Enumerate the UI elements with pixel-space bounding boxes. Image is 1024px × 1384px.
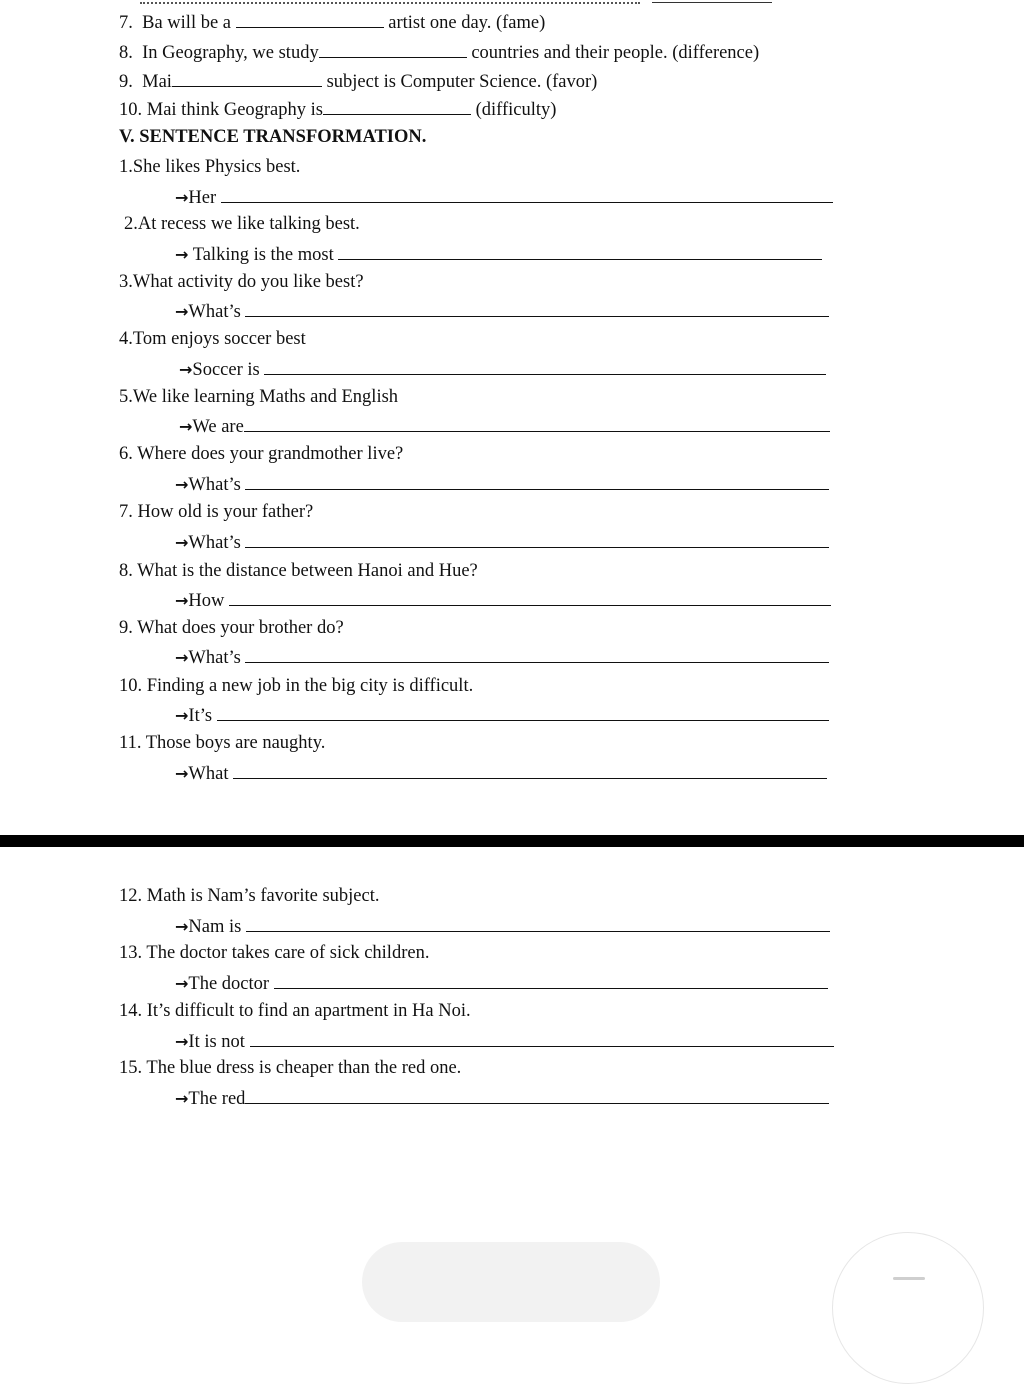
answer-blank[interactable]: [246, 914, 830, 932]
transformation-prompt: 15. The blue dress is cheaper than the red one.: [119, 1058, 462, 1078]
arrow-icon: →: [175, 475, 189, 494]
answer-blank[interactable]: [338, 242, 822, 260]
answer-blank[interactable]: [217, 703, 829, 721]
transformation-prompt: 2.At recess we like talking best.: [124, 214, 360, 234]
transformation-prompt: 6. Where does your grandmother live?: [119, 444, 404, 464]
arrow-icon: →: [175, 302, 189, 321]
transformation-prompt: 3.What activity do you like best?: [119, 272, 364, 292]
transformation-answer: [179, 357, 826, 381]
transformation-prompt: 4.Tom enjoys soccer best: [119, 329, 306, 349]
answer-blank[interactable]: [264, 357, 826, 375]
item-text-after: countries and their people. (difference): [471, 43, 760, 63]
answer-start: How: [188, 591, 225, 611]
answer-blank[interactable]: [319, 40, 467, 58]
answer-blank[interactable]: [245, 1086, 829, 1104]
transformation-prompt: 14. It’s difficult to find an apartment in Ha Noi.: [119, 1001, 471, 1021]
arrow-icon: →: [175, 1089, 189, 1108]
transformation-prompt: 7. How old is your father?: [119, 502, 314, 522]
answer-start: It’s: [188, 706, 213, 726]
word-form-item-8: [119, 40, 759, 64]
floating-round-button[interactable]: [832, 1232, 984, 1384]
arrow-icon: →: [175, 1032, 189, 1051]
transformation-answer: [175, 971, 828, 995]
word-form-item-10: [119, 97, 556, 121]
page-divider: [0, 835, 1024, 847]
arrow-icon: →: [175, 245, 189, 264]
transformation-answer: [175, 914, 830, 938]
item-text-before: Mai think Geography is: [146, 100, 323, 120]
transformation-answer: [175, 530, 829, 554]
transformation-prompt: 8. What is the distance between Hanoi and Hue?: [119, 561, 478, 581]
answer-blank[interactable]: [250, 1029, 834, 1047]
word-form-item-7: [119, 10, 545, 34]
answer-blank[interactable]: [244, 414, 830, 432]
item-number: 9.: [119, 72, 133, 92]
answer-start: Talking is the most: [192, 245, 334, 265]
answer-start: Nam is: [188, 917, 242, 937]
arrow-icon: →: [175, 706, 189, 725]
transformation-prompt: 11. Those boys are naughty.: [119, 733, 326, 753]
transformation-answer: [175, 472, 829, 496]
arrow-icon: →: [179, 360, 193, 379]
answer-blank[interactable]: [323, 97, 471, 115]
answer-start: What’s: [188, 302, 241, 322]
arrow-icon: →: [175, 188, 189, 207]
section-heading: V. SENTENCE TRANSFORMATION.: [119, 127, 427, 147]
item-text-after: subject is Computer Science. (favor): [326, 72, 598, 92]
answer-start: The doctor: [188, 974, 270, 994]
arrow-icon: →: [175, 764, 189, 783]
answer-blank[interactable]: [172, 69, 322, 87]
answer-blank[interactable]: [245, 299, 829, 317]
transformation-answer: [175, 1086, 829, 1110]
item-number: 8.: [119, 43, 133, 63]
transformation-answer: [175, 185, 833, 209]
arrow-icon: →: [175, 974, 189, 993]
item-number: 10.: [119, 100, 143, 120]
answer-start: What’s: [188, 475, 241, 495]
answer-start: Her: [188, 188, 217, 208]
transformation-answer: [175, 299, 829, 323]
answer-start: Soccer is: [192, 360, 260, 380]
cut-off-previous-line: [0, 0, 1024, 6]
transformation-answer: [175, 645, 829, 669]
arrow-icon: →: [175, 533, 189, 552]
transformation-prompt: 5.We like learning Maths and English: [119, 387, 399, 407]
item-text-before: In Geography, we study: [142, 43, 319, 63]
item-text-after: (difficulty): [475, 100, 557, 120]
item-number: 7.: [119, 13, 133, 33]
transformation-answer: [175, 588, 831, 612]
transformation-answer: [179, 414, 830, 438]
item-text-before: Ba will be a: [142, 13, 232, 33]
floating-pill-button[interactable]: [362, 1242, 660, 1322]
answer-blank[interactable]: [236, 10, 384, 28]
arrow-icon: →: [175, 648, 189, 667]
transformation-answer: [175, 761, 827, 785]
answer-blank[interactable]: [221, 185, 833, 203]
answer-blank[interactable]: [245, 645, 829, 663]
arrow-icon: →: [179, 417, 193, 436]
answer-blank[interactable]: [229, 588, 831, 606]
arrow-icon: →: [175, 591, 189, 610]
transformation-answer: [175, 703, 829, 727]
item-text-after: artist one day. (fame): [388, 13, 546, 33]
transformation-prompt: 13. The doctor takes care of sick children.: [119, 943, 430, 963]
transformation-prompt: 12. Math is Nam’s favorite subject.: [119, 886, 380, 906]
answer-blank[interactable]: [233, 761, 827, 779]
answer-start: What’s: [188, 648, 241, 668]
answer-blank[interactable]: [245, 530, 829, 548]
answer-blank[interactable]: [245, 472, 829, 490]
arrow-icon: →: [175, 917, 189, 936]
answer-start: We are: [192, 417, 244, 437]
answer-start: It is not: [188, 1032, 245, 1052]
item-text-before: Mai: [142, 72, 172, 92]
transformation-prompt: 9. What does your brother do?: [119, 618, 344, 638]
answer-start: What: [188, 764, 229, 784]
answer-start: The red: [188, 1089, 246, 1109]
word-form-item-9: [119, 69, 597, 93]
answer-start: What’s: [188, 533, 241, 553]
transformation-answer: [175, 242, 822, 266]
transformation-answer: [175, 1029, 834, 1053]
transformation-prompt: 10. Finding a new job in the big city is difficult.: [119, 676, 474, 696]
answer-blank[interactable]: [274, 971, 828, 989]
transformation-prompt: 1.She likes Physics best.: [119, 157, 301, 177]
